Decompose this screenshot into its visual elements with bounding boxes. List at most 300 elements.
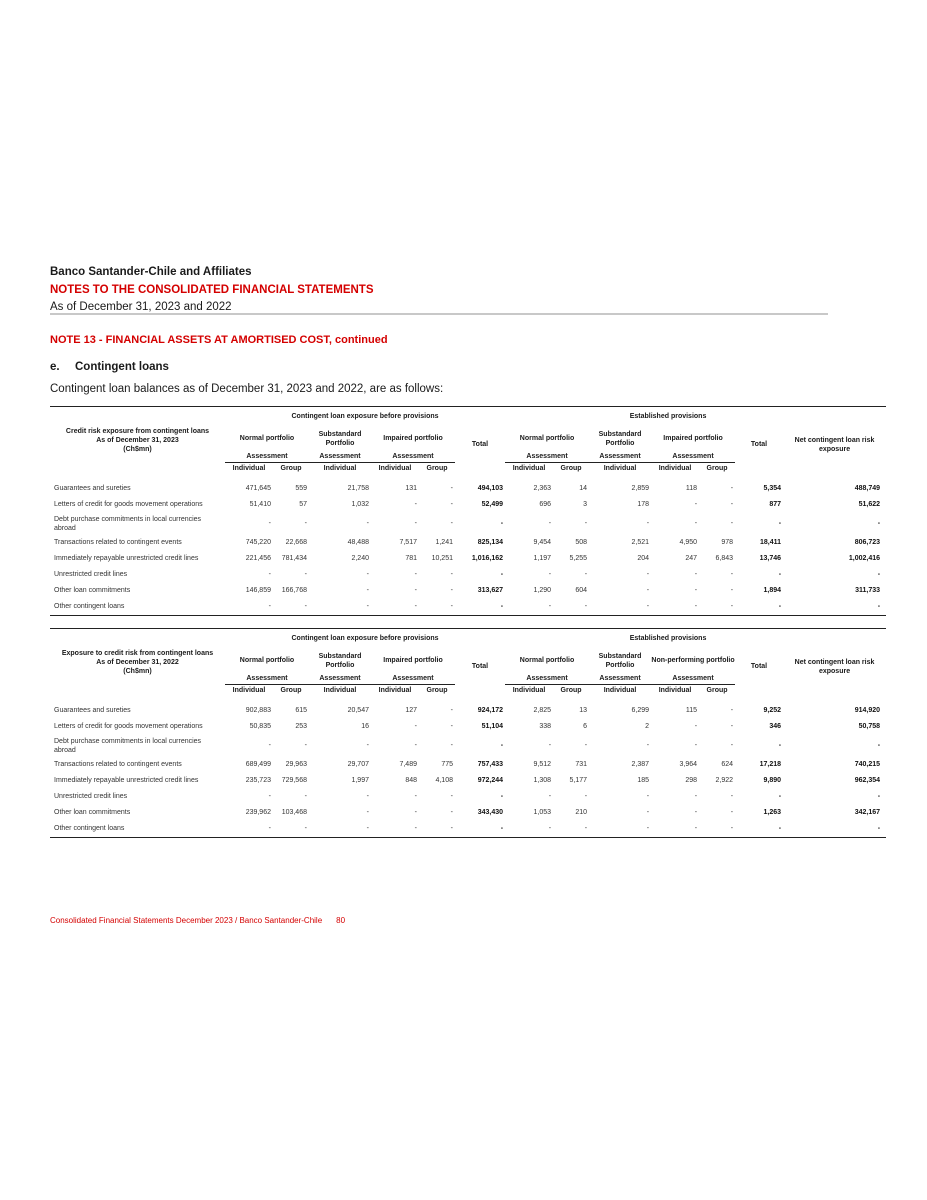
table-cell: - — [414, 723, 417, 730]
col-total: Total — [750, 441, 768, 448]
table-cell: - — [584, 571, 588, 578]
table-cell: 5,255 — [569, 555, 588, 562]
table-cell: - — [548, 571, 552, 578]
table-cell: - — [500, 742, 504, 749]
title-line: (Ch$mn) — [123, 668, 152, 675]
table-cell: 52,499 — [481, 501, 504, 508]
table-title — [50, 407, 225, 475]
table-row — [50, 735, 886, 757]
table-cell: - — [730, 793, 734, 800]
table-cell: 914,920 — [854, 707, 881, 714]
table-cell: - — [548, 603, 552, 610]
table-cell: 51,104 — [481, 723, 504, 730]
table-cell: 239,962 — [245, 809, 271, 816]
table-cell: 1,197 — [533, 555, 552, 562]
table-cell: 2,363 — [533, 485, 552, 492]
table-cell: - — [730, 603, 734, 610]
table-cell: - — [366, 825, 369, 832]
table-cell: 1,308 — [533, 777, 552, 784]
row-label: Other loan commitments — [54, 587, 131, 594]
table-cell: 1,894 — [763, 587, 782, 594]
table-cell: - — [877, 520, 881, 527]
table-cell: - — [694, 793, 698, 800]
title-line: (Ch$mn) — [123, 446, 152, 453]
table-cell: - — [694, 571, 698, 578]
table-cell: - — [450, 501, 453, 508]
table-cell: - — [646, 520, 650, 527]
table-cell: 7,517 — [399, 539, 417, 546]
table-cell: - — [646, 809, 650, 816]
table-cell: - — [730, 742, 734, 749]
sub-individual: Individual — [658, 465, 692, 473]
table-cell: - — [694, 587, 698, 594]
table-row — [50, 821, 886, 838]
col-impaired-portfolio: Impaired portfolio — [663, 435, 723, 442]
table-row — [50, 805, 886, 821]
assessment-label: Assessment — [651, 451, 735, 463]
table-cell: - — [646, 587, 650, 594]
table-cell: 103,468 — [281, 809, 307, 816]
table-row — [50, 703, 886, 719]
table-cell: 14 — [579, 485, 588, 492]
table-cell: 57 — [299, 501, 307, 508]
table-cell: 16 — [361, 723, 369, 730]
table-cell: - — [450, 825, 453, 832]
table-cell: - — [304, 793, 307, 800]
notes-title: NOTES TO THE CONSOLIDATED FINANCIAL STATEMENTS — [50, 284, 374, 296]
title-line: Exposure to credit risk from contingent loans — [61, 650, 214, 657]
table-cell: - — [414, 793, 417, 800]
table-cell: - — [694, 723, 698, 730]
col-net-exposure: Net contingent loan risk exposure — [794, 436, 875, 453]
table-cell: 1,263 — [763, 809, 782, 816]
table-cell: - — [500, 825, 504, 832]
col-total: Total — [471, 441, 489, 448]
row-label: Immediately repayable unrestricted credit lines — [54, 777, 199, 784]
table-cell: 848 — [405, 777, 417, 784]
table-cell: - — [877, 793, 881, 800]
row-label: Other loan commitments — [54, 809, 131, 816]
table-row — [50, 599, 886, 616]
sub-individual: Individual — [323, 465, 357, 473]
table-cell: - — [730, 520, 734, 527]
assessment-label: Assessment — [505, 673, 589, 685]
table-cell: - — [778, 520, 782, 527]
table-cell: 338 — [539, 723, 552, 730]
sub-group: Group — [426, 687, 448, 695]
table-cell: 972,244 — [477, 777, 504, 784]
table-cell: 131 — [405, 485, 417, 492]
sub-individual: Individual — [232, 687, 266, 695]
table-cell: 1,032 — [351, 501, 369, 508]
table-cell: - — [304, 571, 307, 578]
table-cell: 1,290 — [533, 587, 552, 594]
col-nonperforming-portfolio: Non-performing portfolio — [651, 657, 735, 664]
table-cell: 127 — [405, 707, 417, 714]
assessment-label: Assessment — [371, 673, 455, 685]
table-cell: - — [548, 793, 552, 800]
table-cell: - — [730, 707, 734, 714]
table-cell: - — [877, 825, 881, 832]
table-row — [50, 773, 886, 789]
table-cell: 204 — [637, 555, 650, 562]
table-cell: 21,758 — [347, 485, 369, 492]
table-body — [50, 475, 886, 616]
sub-group: Group — [560, 465, 582, 473]
table-cell: - — [500, 603, 504, 610]
footer-text: Consolidated Financial Statements December 2023 / Banco Santander-Chile — [50, 916, 323, 925]
table-cell: 20,547 — [347, 707, 369, 714]
table-cell: - — [414, 520, 417, 527]
table-cell: 22,668 — [285, 539, 307, 546]
table-cell: 6,843 — [715, 555, 734, 562]
table-cell: - — [500, 520, 504, 527]
table-cell: 962,354 — [854, 777, 881, 784]
table-cell: - — [646, 742, 650, 749]
header-divider — [50, 313, 828, 315]
table-cell: - — [450, 603, 453, 610]
table-cell: 9,252 — [763, 707, 782, 714]
table-cell: 178 — [637, 501, 650, 508]
contingent-loans-table-2023 — [50, 406, 886, 616]
table-cell: - — [268, 571, 271, 578]
table-cell: 9,890 — [763, 777, 782, 784]
table-cell: 9,512 — [533, 761, 552, 768]
table-cell: - — [414, 742, 417, 749]
col-impaired-portfolio: Impaired portfolio — [383, 435, 443, 442]
table-cell: 624 — [721, 761, 734, 768]
table-cell: 50,835 — [249, 723, 271, 730]
group-header-before-provisions: Contingent loan exposure before provisions — [291, 413, 439, 421]
table-row — [50, 497, 886, 513]
title-line: As of December 31, 2023 — [96, 437, 179, 444]
section-title: Contingent loans — [75, 361, 169, 373]
table-cell: - — [778, 793, 782, 800]
table-cell: - — [414, 603, 417, 610]
table-cell: - — [268, 520, 271, 527]
table-cell: - — [414, 587, 417, 594]
table-cell: - — [548, 520, 552, 527]
assessment-label: Assessment — [505, 451, 589, 463]
table-cell: 2,387 — [631, 761, 650, 768]
sub-individual: Individual — [232, 465, 266, 473]
table-cell: - — [450, 809, 453, 816]
col-substandard-portfolio: Substandard Portfolio — [598, 430, 642, 447]
sub-individual: Individual — [512, 687, 546, 695]
row-label: Other contingent loans — [54, 603, 125, 610]
table-cell: - — [366, 571, 369, 578]
contingent-loans-table-2022 — [50, 628, 886, 838]
table-cell: 781,434 — [281, 555, 307, 562]
table-cell: - — [548, 742, 552, 749]
table-cell: - — [304, 742, 307, 749]
table-cell: - — [450, 723, 453, 730]
table-cell: - — [694, 809, 698, 816]
sub-group: Group — [560, 687, 582, 695]
table-row — [50, 757, 886, 773]
table-cell: 51,410 — [249, 501, 271, 508]
table-cell: 2,859 — [631, 485, 650, 492]
table-body — [50, 697, 886, 838]
table-cell: - — [694, 501, 698, 508]
table-cell: - — [450, 587, 453, 594]
assessment-label: Assessment — [309, 451, 371, 463]
sub-individual: Individual — [378, 465, 412, 473]
table-cell: - — [268, 742, 271, 749]
table-cell: - — [694, 520, 698, 527]
table-cell: 775 — [441, 761, 453, 768]
table-cell: 29,963 — [285, 761, 307, 768]
row-label: Unrestricted credit lines — [54, 571, 128, 578]
table-cell: 729,568 — [281, 777, 307, 784]
table-cell: - — [730, 825, 734, 832]
row-label: Transactions related to contingent events — [54, 539, 182, 546]
assessment-label: Assessment — [371, 451, 455, 463]
table-cell: 4,950 — [679, 539, 698, 546]
table-cell: 18,411 — [760, 539, 782, 546]
table-row — [50, 535, 886, 551]
table-cell: 51,622 — [858, 501, 881, 508]
table-cell: - — [694, 603, 698, 610]
table-cell: - — [268, 825, 271, 832]
table-cell: 2,521 — [631, 539, 650, 546]
sub-group: Group — [280, 465, 302, 473]
table-cell: 10,251 — [431, 555, 453, 562]
page-number: 80 — [336, 916, 346, 925]
table-cell: 6 — [583, 723, 588, 730]
group-header-established-provisions: Established provisions — [629, 413, 707, 421]
table-cell: - — [730, 587, 734, 594]
table-cell: 185 — [637, 777, 650, 784]
table-cell: - — [366, 742, 369, 749]
table-cell: - — [366, 793, 369, 800]
col-total: Total — [471, 663, 489, 670]
table-cell: 5,354 — [763, 485, 782, 492]
table-cell: 471,645 — [245, 485, 271, 492]
table-row — [50, 513, 886, 535]
table-cell: 604 — [575, 587, 588, 594]
assessment-label: Assessment — [309, 673, 371, 685]
table-cell: 247 — [685, 555, 698, 562]
table-cell: - — [366, 520, 369, 527]
table-cell: - — [694, 825, 698, 832]
table-cell: - — [646, 571, 650, 578]
table-cell: 615 — [295, 707, 307, 714]
table-cell: - — [730, 571, 734, 578]
col-normal-portfolio: Normal portfolio — [239, 435, 295, 442]
page-footer — [50, 916, 345, 925]
table-cell: - — [304, 603, 307, 610]
table-cell: 13 — [579, 707, 588, 714]
table-cell: - — [450, 707, 453, 714]
table-cell: 1,241 — [435, 539, 453, 546]
assessment-label: Assessment — [225, 673, 309, 685]
group-header-established-provisions: Established provisions — [629, 635, 707, 643]
table-row — [50, 567, 886, 583]
table-cell: - — [730, 809, 734, 816]
row-label: Unrestricted credit lines — [54, 793, 128, 800]
table-cell: 6,299 — [631, 707, 650, 714]
title-line: Credit risk exposure from contingent loans — [65, 428, 210, 435]
table-cell: - — [584, 742, 588, 749]
table-cell: 745,220 — [245, 539, 271, 546]
table-cell: 825,134 — [477, 539, 504, 546]
section-heading — [50, 361, 169, 373]
table-cell: - — [548, 825, 552, 832]
col-total: Total — [750, 663, 768, 670]
table-cell: - — [778, 603, 782, 610]
sub-group: Group — [706, 465, 728, 473]
col-impaired-portfolio: Impaired portfolio — [383, 657, 443, 664]
row-label: Letters of credit for goods movement operations — [54, 723, 203, 730]
table-cell: 17,218 — [759, 761, 782, 768]
table-cell: 5,177 — [569, 777, 588, 784]
table-cell: 781 — [405, 555, 417, 562]
col-normal-portfolio: Normal portfolio — [519, 657, 575, 664]
assessment-label: Assessment — [651, 673, 735, 685]
table-cell: 166,768 — [281, 587, 307, 594]
table-cell: 924,172 — [477, 707, 504, 714]
table-cell: - — [450, 571, 453, 578]
table-cell: - — [584, 793, 588, 800]
table-cell: 4,108 — [435, 777, 453, 784]
sub-individual: Individual — [323, 687, 357, 695]
table-cell: - — [730, 501, 734, 508]
table-row — [50, 583, 886, 599]
table-cell: - — [414, 571, 417, 578]
row-label: Other contingent loans — [54, 825, 125, 832]
col-net-exposure: Net contingent loan risk exposure — [794, 658, 875, 675]
table-cell: - — [450, 742, 453, 749]
row-label: Guarantees and sureties — [54, 707, 131, 714]
title-line: As of December 31, 2022 — [96, 659, 179, 666]
assessment-label: Assessment — [589, 451, 651, 463]
table-cell: 3 — [583, 501, 588, 508]
table-cell: 696 — [539, 501, 552, 508]
sub-individual: Individual — [378, 687, 412, 695]
group-header-before-provisions: Contingent loan exposure before provisions — [291, 635, 439, 643]
table-cell: - — [877, 742, 881, 749]
assessment-label: Assessment — [225, 451, 309, 463]
table-cell: - — [584, 825, 588, 832]
table-cell: 1,053 — [533, 809, 552, 816]
table-cell: - — [694, 742, 698, 749]
table-cell: 488,749 — [854, 485, 881, 492]
sub-individual: Individual — [603, 687, 637, 695]
table-cell: - — [778, 825, 782, 832]
row-label: Debt purchase commitments in local currencies abroad — [54, 515, 202, 532]
col-substandard-portfolio: Substandard Portfolio — [318, 430, 362, 447]
table-cell: 7,489 — [399, 761, 417, 768]
col-substandard-portfolio: Substandard Portfolio — [598, 652, 642, 669]
table-cell: - — [304, 825, 307, 832]
table-row — [50, 551, 886, 567]
table-cell: - — [730, 723, 734, 730]
row-label: Debt purchase commitments in local currencies abroad — [54, 737, 202, 754]
table-cell: - — [730, 485, 734, 492]
table-cell: 235,723 — [245, 777, 271, 784]
table-cell: 118 — [685, 485, 698, 492]
table-cell: 494,103 — [477, 485, 504, 492]
table-cell: - — [646, 825, 650, 832]
table-cell: 3,964 — [679, 761, 698, 768]
table-cell: 221,456 — [245, 555, 271, 562]
table-cell: - — [450, 485, 453, 492]
table-cell: 343,430 — [477, 809, 504, 816]
table-cell: - — [414, 501, 417, 508]
row-label: Guarantees and sureties — [54, 485, 131, 492]
table-cell: 2,825 — [533, 707, 552, 714]
table-cell: 1,002,416 — [848, 555, 881, 562]
sub-group: Group — [280, 687, 302, 695]
table-cell: - — [414, 809, 417, 816]
table-cell: - — [366, 603, 369, 610]
table-cell: - — [304, 520, 307, 527]
intro-text: Contingent loan balances as of December 31, 2023 and 2022, are as follows: — [50, 383, 444, 395]
table-cell: 2 — [645, 723, 650, 730]
table-cell: 210 — [575, 809, 588, 816]
table-cell: 877 — [769, 501, 782, 508]
table-cell: 311,733 — [855, 587, 881, 594]
table-cell: - — [778, 742, 782, 749]
table-cell: 298 — [685, 777, 698, 784]
table-cell: 146,859 — [245, 587, 271, 594]
table-cell: - — [366, 587, 369, 594]
sub-group: Group — [426, 465, 448, 473]
table-cell: 689,499 — [245, 761, 271, 768]
table-cell: 757,433 — [477, 761, 504, 768]
table-cell: 902,883 — [245, 707, 271, 714]
table-cell: 1,016,162 — [471, 555, 504, 562]
table-cell: - — [584, 603, 588, 610]
sub-individual: Individual — [658, 687, 692, 695]
col-substandard-portfolio: Substandard Portfolio — [318, 652, 362, 669]
table-cell: 731 — [575, 761, 588, 768]
row-label: Transactions related to contingent events — [54, 761, 182, 768]
assessment-label: Assessment — [589, 673, 651, 685]
table-cell: 1,997 — [351, 777, 369, 784]
table-cell: 2,922 — [715, 777, 734, 784]
table-cell: - — [366, 809, 369, 816]
table-row — [50, 789, 886, 805]
company-name: Banco Santander-Chile and Affiliates — [50, 266, 252, 278]
table-row — [50, 481, 886, 497]
table-cell: - — [500, 793, 504, 800]
as-of-date: As of December 31, 2023 and 2022 — [50, 301, 232, 313]
table-cell: - — [450, 520, 453, 527]
col-normal-portfolio: Normal portfolio — [519, 435, 575, 442]
note-title: NOTE 13 - FINANCIAL ASSETS AT AMORTISED COST, continued — [50, 334, 388, 346]
table-row — [50, 719, 886, 735]
row-label: Immediately repayable unrestricted credit lines — [54, 555, 199, 562]
table-cell: - — [646, 793, 650, 800]
table-cell: 508 — [575, 539, 588, 546]
sub-individual: Individual — [603, 465, 637, 473]
table-cell: 29,707 — [347, 761, 369, 768]
table-cell: - — [414, 825, 417, 832]
table-cell: - — [778, 571, 782, 578]
table-cell: 2,240 — [351, 555, 369, 562]
table-cell: - — [877, 571, 881, 578]
table-cell: 806,723 — [854, 539, 881, 546]
table-cell: - — [450, 793, 453, 800]
table-cell: - — [877, 603, 881, 610]
table-cell: 978 — [721, 539, 734, 546]
table-cell: 313,627 — [477, 587, 504, 594]
table-cell: - — [500, 571, 504, 578]
sub-group: Group — [706, 687, 728, 695]
table-cell: 9,454 — [533, 539, 552, 546]
